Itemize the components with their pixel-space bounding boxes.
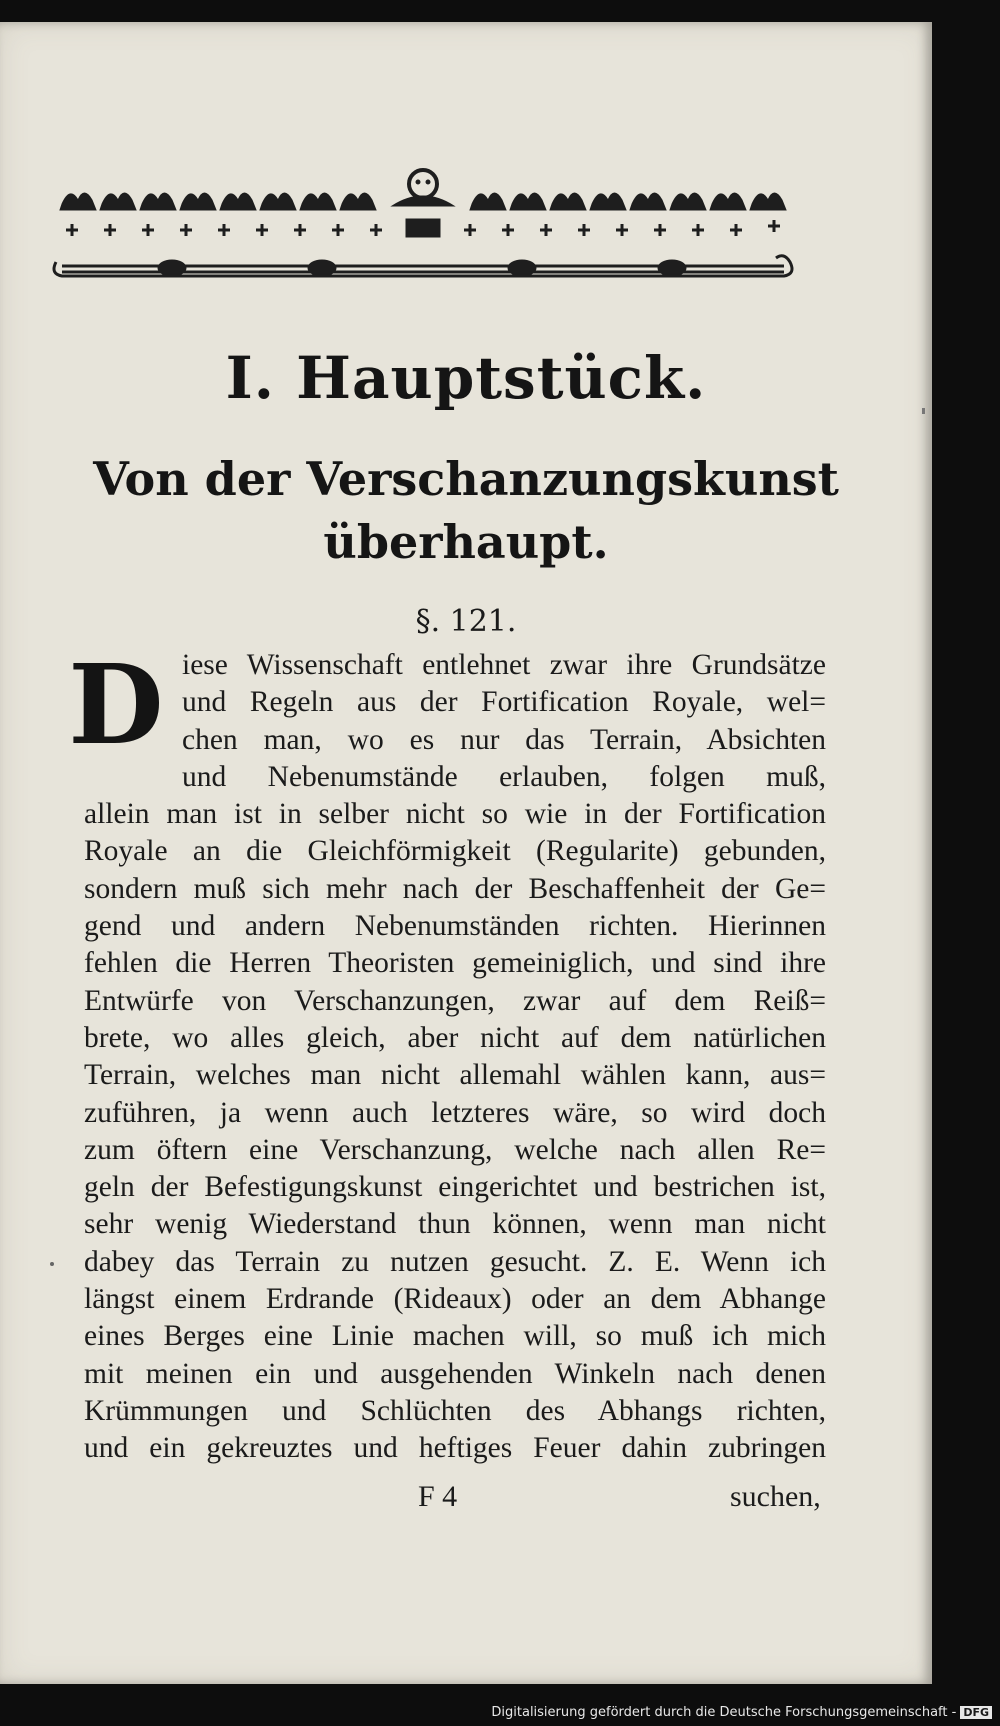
text-line: iese Wissenschaft entlehnet zwar ihre Grundsätze xyxy=(182,649,826,681)
text-line: längst einem Erdrande (Rideaux) oder an dem Abhange xyxy=(84,1283,826,1316)
page-speck xyxy=(50,1262,54,1266)
text-line: eines Berges eine Linie machen will, so muß ich mich xyxy=(84,1320,826,1353)
text-line: allein man ist in selber nicht so wie in der Fortification xyxy=(84,798,826,831)
text-line: zum öftern eine Verschanzung, welche nach allen Re= xyxy=(84,1133,826,1166)
text-line: geln der Befestigungskunst eingerichtet und bestrichen ist, xyxy=(84,1171,826,1204)
text-line: sondern muß sich mehr nach der Beschaffenheit der Ge= xyxy=(84,872,826,905)
text-line: gend und andern Nebenumständen richten. Hierinnen xyxy=(84,910,826,943)
text-line: und ein gekreuztes und heftiges Feuer dahin zubringen xyxy=(84,1432,826,1465)
text-line: dabey das Terrain zu nutzen gesucht. Z. E. Wenn ich xyxy=(84,1245,826,1278)
chapter-number: I. Hauptstück. xyxy=(225,344,707,412)
page-speck xyxy=(922,408,925,414)
text-line: mit meinen ein und ausgehenden Winkeln nach denen xyxy=(84,1357,826,1390)
shell-motifs xyxy=(158,260,686,276)
body-text xyxy=(84,647,826,1468)
footer-text: Digitalisierung gefördert durch die Deutsche Forschungsgemeinschaft - xyxy=(491,1705,957,1720)
text-line: und Nebenumstände erlauben, folgen muß, xyxy=(182,760,826,793)
text-line: zuführen, ja wenn auch letzteres wäre, so wird doch xyxy=(84,1096,826,1129)
text-line: und Regeln aus der Fortification Royale, wel= xyxy=(182,686,826,719)
section-number: §. 121. xyxy=(415,604,517,639)
text-line: Terrain, welches man nicht allemahl wählen kann, aus= xyxy=(84,1059,826,1092)
chapter-title-line1: Von der Verschanzungskunst xyxy=(93,452,839,506)
text-line: brete, wo alles gleich, aber nicht auf dem natürlichen xyxy=(84,1021,826,1054)
text-line: Entwürfe von Verschanzungen, zwar auf dem Reiß= xyxy=(84,984,826,1017)
digitization-footer xyxy=(491,1705,992,1720)
dfg-logo: DFG xyxy=(960,1706,992,1719)
text-line: fehlen die Herren Theoristen gemeiniglich, und sind ihre xyxy=(84,947,826,980)
text-line: sehr wenig Wiederstand thun können, wenn man nicht xyxy=(84,1208,826,1241)
headpiece-ornament xyxy=(52,162,794,302)
signature-mark: F 4 xyxy=(418,1480,458,1513)
text-line: Krümmungen und Schlüchten des Abhangs richten, xyxy=(84,1394,826,1427)
chapter-title-line2: überhaupt. xyxy=(323,515,609,569)
fleuron-row-top xyxy=(60,170,786,210)
catchword: suchen, xyxy=(730,1480,821,1513)
fleuron-row-middle xyxy=(66,220,780,236)
book-page xyxy=(0,22,932,1684)
text-line: Royale an die Gleichförmigkeit (Regularite) gebunden, xyxy=(84,835,826,868)
text-line: chen man, wo es nur das Terrain, Absichten xyxy=(182,723,826,756)
drop-cap: D xyxy=(68,640,164,769)
